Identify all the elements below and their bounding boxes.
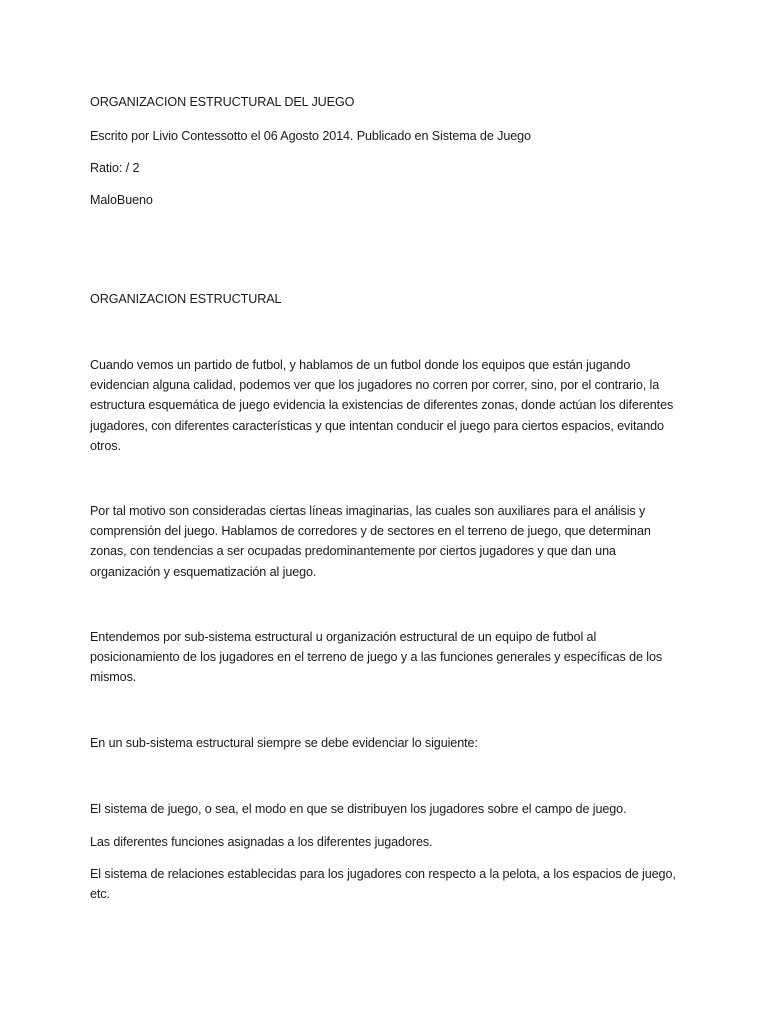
list-item-3: El sistema de relaciones establecidas para los jugadores con respecto a la pelota, a los espacios de juego, etc.	[90, 867, 676, 902]
list-item-2: Las diferentes funciones asignadas a los diferentes jugadores.	[90, 835, 433, 849]
paragraph-1: Cuando vemos un partido de futbol, y hablamos de un futbol donde los equipos que están jugando evidencian alguna calidad, podemos ver que los jugadores no corren por correr, sino, por el contrario, la estructura esquemática de juego evidencia la existencias de diferentes zonas, donde actúan los diferentes jugadores, con diferentes características y que intentan conducir el juego para ciertos espacios, evitando otros.	[90, 358, 674, 453]
section-heading: ORGANIZACION ESTRUCTURAL	[90, 292, 282, 306]
paragraph-4: En un sub-sistema estructural siempre se debe evidenciar lo siguiente:	[90, 736, 478, 750]
rating-labels: MaloBueno	[90, 193, 153, 207]
paragraph-3: Entendemos por sub-sistema estructural u organización estructural de un equipo de futbol al posicionamiento de los jugadores en el terreno de juego y a las funciones generales y específicas de los mismos.	[90, 630, 663, 685]
document-byline: Escrito por Livio Contessotto el 06 Agosto 2014. Publicado en Sistema de Juego	[90, 129, 531, 143]
paragraph-2: Por tal motivo son consideradas ciertas líneas imaginarias, las cuales son auxiliares para el análisis y comprensión del juego. Hablamos de corredores y de sectores en el terreno de juego, que determinan zonas, con tendencias a ser ocupadas predominantemente por ciertos jugadores y que dan una organización y esquematización al juego.	[90, 504, 651, 579]
document-title: ORGANIZACION ESTRUCTURAL DEL JUEGO	[90, 95, 355, 109]
rating-ratio: Ratio: / 2	[90, 161, 140, 175]
list-item-1: El sistema de juego, o sea, el modo en que se distribuyen los jugadores sobre el campo de juego.	[90, 802, 627, 816]
